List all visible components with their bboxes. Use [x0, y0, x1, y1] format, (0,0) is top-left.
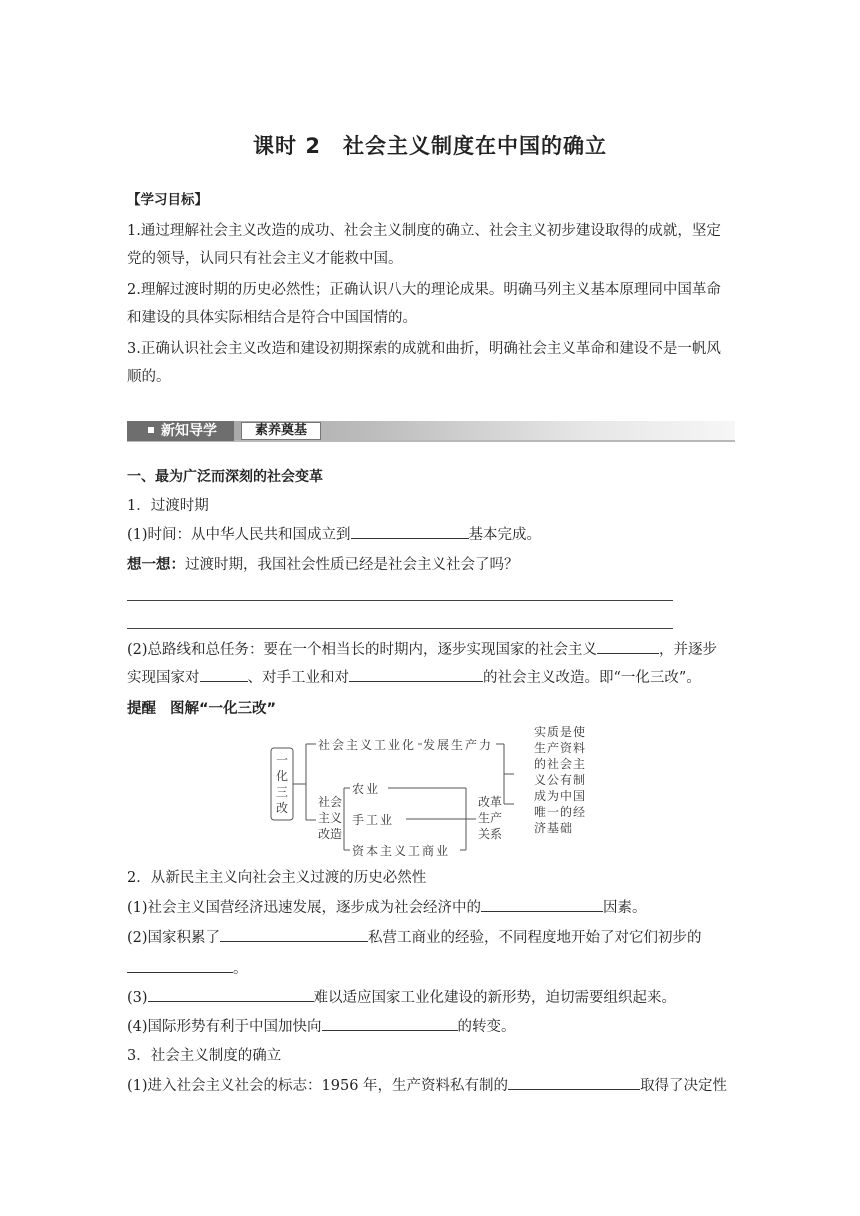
fill-blank[interactable]	[349, 665, 483, 682]
banner-tab-literacy: 素养奠基	[241, 422, 321, 440]
square-bullet-icon	[148, 427, 154, 433]
lesson-number: 课时 2	[253, 134, 321, 158]
capitalist-label: 资本主义工商业	[352, 844, 451, 858]
root-label: 一 化 三 改	[276, 753, 289, 815]
fill-blank[interactable]	[597, 637, 659, 654]
paragraph-state-economy	[127, 894, 735, 922]
paragraph-general-line	[127, 636, 735, 692]
text: 因素。	[603, 900, 647, 916]
fill-blank[interactable]	[481, 895, 603, 912]
industrialization-label: 社会主义工业化	[318, 738, 417, 752]
tip-text: 图解“一化三改”	[170, 701, 277, 717]
text: 取得了决定性	[640, 1078, 728, 1094]
page-title	[0, 130, 860, 160]
subheading-necessity: 2．从新民主主义向社会主义过渡的历史必然性	[127, 870, 427, 886]
subheading-establishment: 3．社会主义制度的确立	[127, 1048, 282, 1064]
section1-heading: 一、最为广泛而深刻的社会变革	[127, 469, 323, 485]
objectives-heading: 【学习目标】	[127, 192, 208, 208]
fill-blank[interactable]	[508, 1073, 640, 1090]
text: 难以适应国家工业化建设的新形势，迫切需要组织起来。	[313, 990, 677, 1006]
think-question	[127, 551, 735, 579]
transform-label: 社会 主义 改造	[318, 795, 343, 841]
answer-line[interactable]	[127, 628, 673, 629]
text: 实现国家对	[127, 670, 200, 686]
text: (3)	[127, 990, 148, 1006]
text: (2)总路线和总任务：要在一个相当长的时期内，逐步实现国家的社会主义	[127, 642, 598, 658]
text: (1)时间：从中华人民共和国成立到	[127, 527, 351, 543]
banner-tab-new-knowledge	[127, 421, 234, 441]
fill-blank[interactable]	[322, 1014, 458, 1031]
lesson-name: 社会主义制度在中国的确立	[342, 134, 607, 158]
text: 、对手工业和对	[247, 670, 349, 686]
learning-objectives	[127, 186, 735, 391]
objective-item: 1.通过理解社会主义改造的成功、社会主义制度的确立、社会主义初步建设取得的成就，坚定党的领导，认同只有社会主义才能救中国。	[127, 223, 721, 267]
answer-line[interactable]	[127, 600, 673, 601]
banner-tab-label: 新知导学	[161, 423, 217, 439]
text: ，并逐步	[659, 642, 718, 658]
text: 基本完成。	[468, 527, 542, 543]
paragraph-sign	[127, 1072, 735, 1100]
paragraph-experience	[127, 924, 735, 983]
fill-blank[interactable]	[200, 665, 248, 682]
handicraft-label: 手工业	[352, 813, 395, 827]
section-banner	[127, 421, 735, 441]
diagram-one-transformation-three-reforms	[270, 725, 600, 860]
fill-blank[interactable]	[220, 925, 368, 942]
think-text: 过渡时期，我国社会性质已经是社会主义社会了吗？	[185, 557, 519, 573]
agriculture-label: 农业	[352, 782, 381, 796]
text: (2)国家积累了	[127, 930, 221, 946]
paragraph-organize	[127, 984, 735, 1012]
subheading-transition-period: 1．过渡时期	[127, 498, 209, 514]
essence-label: 实质是使 生产资料 的社会主 义公有制 成为中国 唯一的经 济基础	[534, 725, 587, 835]
text: 的社会主义改造。即“一化三改”。	[483, 670, 701, 686]
tip-label: 提醒	[127, 701, 156, 717]
objective-item: 3.正确认识社会主义改造和建设初期探索的成就和曲折，明确社会主义革命和建设不是一帆风顺的。	[127, 341, 721, 385]
text: 私营工商业的经验，不同程度地开始了对它们初步的	[368, 930, 702, 946]
paragraph-international	[127, 1013, 735, 1041]
productivity-label: 发展生产力	[423, 738, 494, 752]
tip	[127, 695, 735, 723]
fill-blank[interactable]	[148, 985, 314, 1002]
text: (4)国际形势有利于中国加快向	[127, 1019, 322, 1035]
think-label: 想一想：	[127, 557, 185, 573]
fill-blank[interactable]	[351, 522, 469, 539]
text: (1)进入社会主义社会的标志：1956 年，生产资料私有制的	[127, 1078, 509, 1094]
text: (1)社会主义国营经济迅速发展，逐步成为社会经济中的	[127, 900, 482, 916]
text: 。	[233, 961, 248, 977]
paragraph-time	[127, 521, 735, 549]
text: 的转变。	[457, 1019, 516, 1035]
relations-label: 改革 生产 关系	[478, 795, 503, 841]
objective-item: 2.理解过渡时期的历史必然性；正确认识八大的理论成果。明确马列主义基本原理同中国革命和建设的具体实际相结合是符合中国国情的。	[127, 282, 721, 326]
fill-blank[interactable]	[127, 956, 233, 973]
